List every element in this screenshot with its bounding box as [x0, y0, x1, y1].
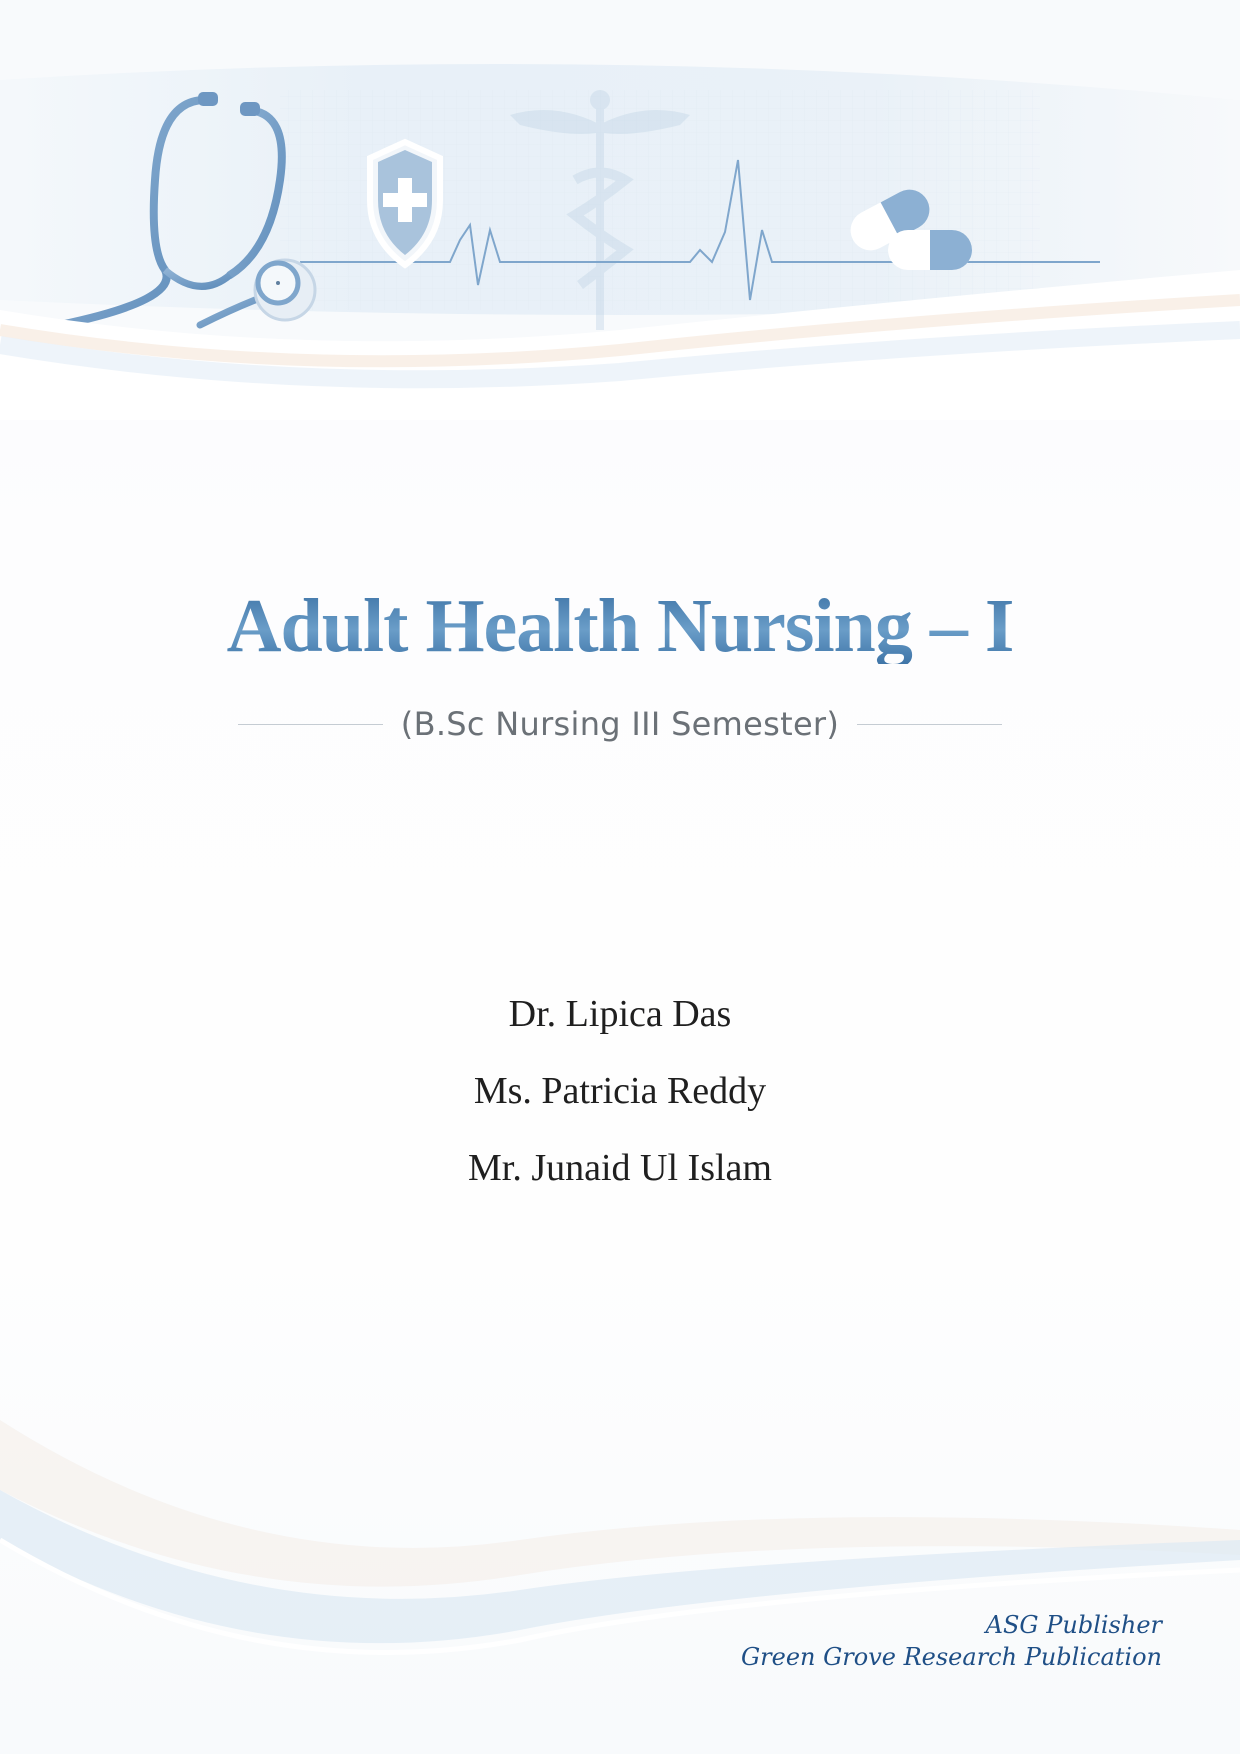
publisher-block [741, 1609, 1162, 1673]
publisher-name: Green Grove Research Publication [740, 1643, 1162, 1671]
left-divider [238, 724, 383, 725]
right-divider [857, 724, 1002, 725]
footer-wave-decoration [0, 1380, 1240, 1754]
subtitle-row [0, 704, 1240, 744]
medical-header-illustration [0, 0, 1240, 420]
author-list [0, 990, 1240, 1221]
author-name: Dr. Lipica Das [508, 993, 732, 1035]
book-subtitle: (B.Sc Nursing III Semester) [400, 705, 840, 743]
author-name: Ms. Patricia Reddy [473, 1070, 767, 1112]
publisher-name: ASG Publisher [985, 1611, 1162, 1639]
book-title: Adult Health Nursing – I [0, 588, 1240, 664]
author-name: Mr. Junaid Ul Islam [468, 1147, 772, 1189]
